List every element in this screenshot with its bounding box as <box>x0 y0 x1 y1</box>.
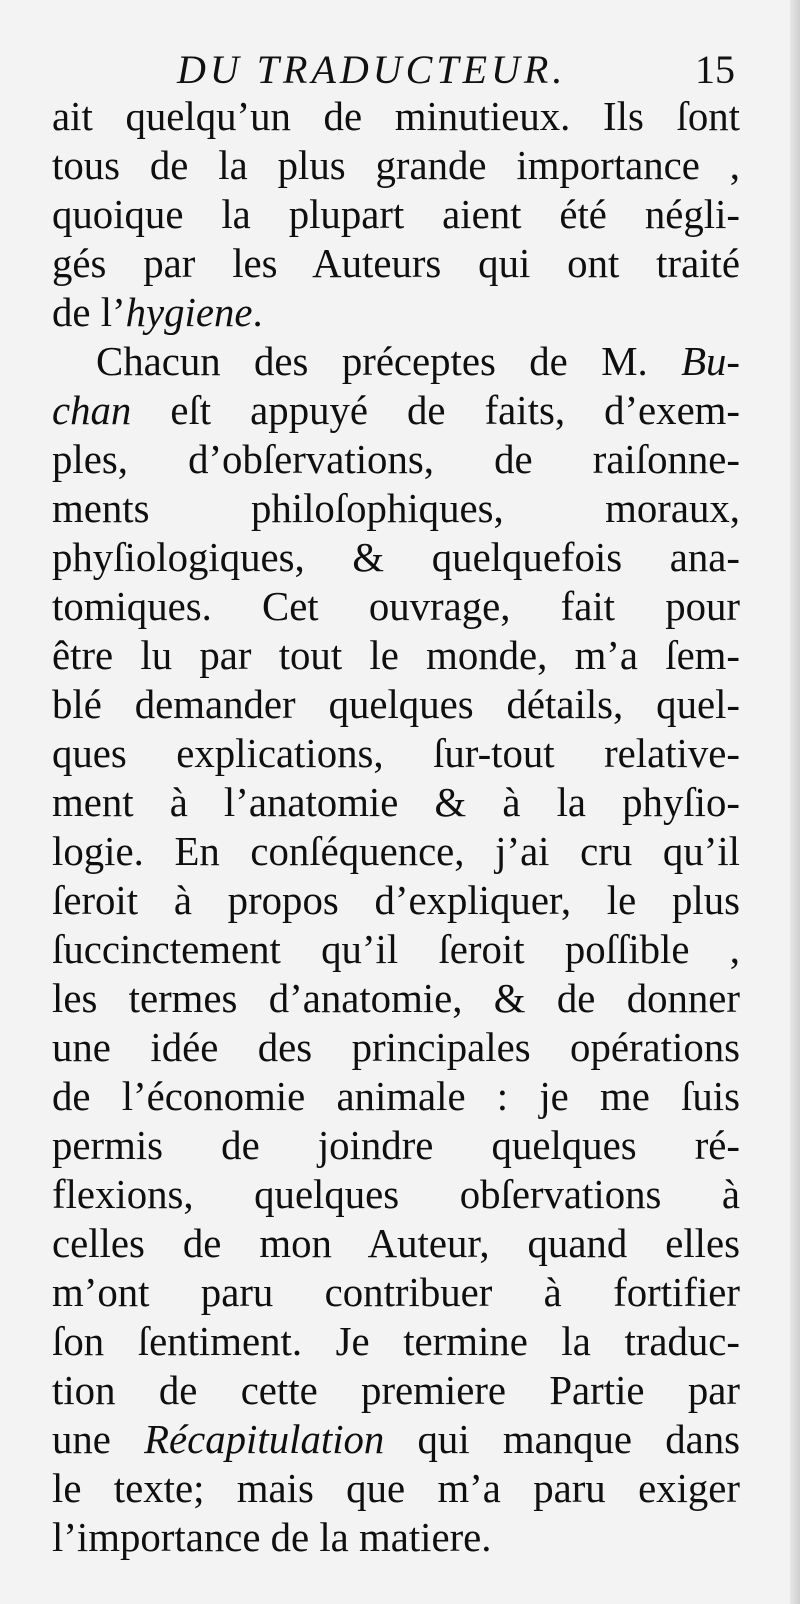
text-line: ſuccinctement qu’il ſeroit poſſible , <box>52 927 740 972</box>
running-header <box>177 46 737 90</box>
italic-term: hygiene <box>125 290 253 335</box>
text-line: flexions, quelques obſervations à <box>52 1172 740 1217</box>
text-line: m’ont paru contribuer à fortifier <box>52 1270 740 1315</box>
text-line: ment à l’anatomie & à la phyſio- <box>52 780 740 825</box>
text-line: l’importance de la matiere. <box>52 1515 492 1560</box>
text-line: phyſiologiques, & quelquefois ana- <box>52 535 740 580</box>
text-line: permis de joindre quelques ré- <box>52 1123 740 1168</box>
text-line: les termes d’anatomie, & de donner <box>52 976 740 1021</box>
text-line: ait quelqu’un de minutieux. Ils ſont <box>52 94 740 139</box>
text-run: eſt appuyé de faits, d’exem- <box>131 388 740 433</box>
text-line: tous de la plus grande importance , <box>52 143 740 188</box>
italic-name: chan <box>52 388 132 433</box>
text-line: tomiques. Cet ouvrage, fait pour <box>52 584 740 629</box>
page-edge-shadow <box>790 0 800 1604</box>
text-line: ſeroit à propos d’expliquer, le plus <box>52 878 740 923</box>
text-line: le texte; mais que m’a paru exiger <box>52 1466 740 1511</box>
italic-term: Récapitulation <box>144 1417 385 1462</box>
text-line: gés par les Auteurs qui ont traité <box>52 241 740 286</box>
text-line: ques explications, ſur-tout relative- <box>52 731 740 776</box>
header-title: DU TRADUCTEUR. <box>177 47 567 92</box>
text-line <box>52 337 740 386</box>
text-line: blé demander quelques détails, quel- <box>52 682 740 727</box>
text-line <box>52 386 740 435</box>
text-run: une <box>52 1417 145 1462</box>
text-line: tion de cette premiere Partie par <box>52 1368 740 1413</box>
text-line: ſon ſentiment. Je termine la traduc- <box>52 1319 740 1364</box>
italic-name: Bu- <box>681 339 740 384</box>
text-run: . <box>252 290 263 335</box>
text-line: une idée des principales opérations <box>52 1025 740 1070</box>
page-number: 15 <box>695 47 735 92</box>
text-line: celles de mon Auteur, quand elles <box>52 1221 740 1266</box>
body-text <box>52 92 740 1562</box>
text-line: être lu par tout le monde, m’a ſem- <box>52 633 740 678</box>
text-line: ments philoſophiques, moraux, <box>52 486 740 531</box>
text-line <box>52 288 740 337</box>
text-line: de l’économie animale : je me ſuis <box>52 1074 740 1119</box>
text-line: ples, d’obſervations, de raiſonne- <box>52 437 740 482</box>
text-run: de l’ <box>52 290 126 335</box>
text-line: quoique la plupart aient été négli- <box>52 192 740 237</box>
text-line <box>52 1415 740 1464</box>
text-line: logie. En conſéquence, j’ai cru qu’il <box>52 829 740 874</box>
text-run: Chacun des préceptes de M. <box>96 339 682 384</box>
text-run: qui manque dans <box>384 1417 741 1462</box>
